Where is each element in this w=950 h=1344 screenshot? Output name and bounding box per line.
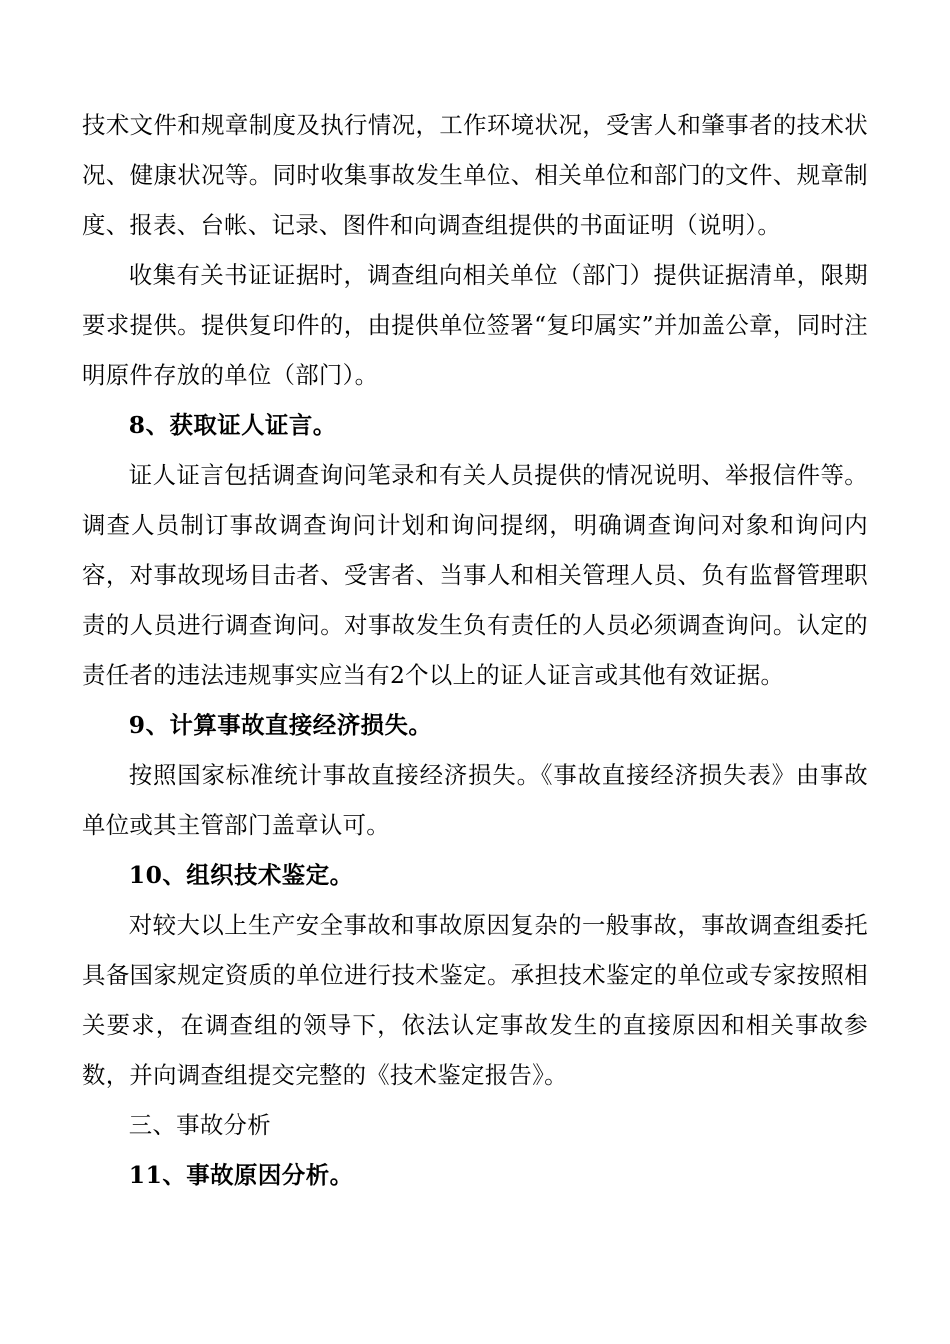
- section-title-accident-analysis: 三、事故分析: [128, 1111, 271, 1139]
- paragraph-technical-appraisal: 对较大以上生产安全事故和事故原因复杂的一般事故，事故调查组委托具备国家规定资质的单位进行技术鉴定。承担技术鉴定的单位或专家按照相关要求，在调查组的领导下，依法认定事故发生的直接原因和相关事故参数，并向调查组提交完整的《技术鉴定报告》。: [82, 911, 868, 1089]
- paragraph-witness-testimony: 证人证言包括调查询问笔录和有关人员提供的情况说明、举报信件等。调查人员制订事故调查询问计划和询问提纲，明确调查询问对象和询问内容，对事故现场目击者、受害者、当事人和相关管理人员、负有监督管理职责的人员进行调查询问。对事故发生负有责任的人员必须调查询问。认定的责任者的违法违规事实应当有2个以上的证人证言或其他有效证据。: [82, 461, 868, 689]
- heading-technical-appraisal: 10、组织技术鉴定。: [128, 861, 354, 889]
- document-page: [82, 100, 868, 1200]
- paragraph-collect-evidence: 收集有关书证证据时，调查组向相关单位（部门）提供证据清单，限期要求提供。提供复印件的，由提供单位签署“复印属实”并加盖公章，同时注明原件存放的单位（部门）。: [82, 261, 868, 389]
- paragraph-technical-files: 技术文件和规章制度及执行情况，工作环境状况，受害人和肇事者的技术状况、健康状况等。同时收集事故发生单位、相关单位和部门的文件、规章制度、报表、台帐、记录、图件和向调查组提供的书面证明（说明）。: [82, 111, 868, 239]
- paragraph-economic-loss: 按照国家标准统计事故直接经济损失。《事故直接经济损失表》由事故单位或其主管部门盖章认可。: [82, 761, 868, 839]
- heading-witness-testimony: 8、获取证人证言。: [128, 411, 337, 439]
- heading-cause-analysis: 11、事故原因分析。: [128, 1161, 354, 1189]
- heading-economic-loss: 9、计算事故直接经济损失。: [128, 711, 433, 739]
